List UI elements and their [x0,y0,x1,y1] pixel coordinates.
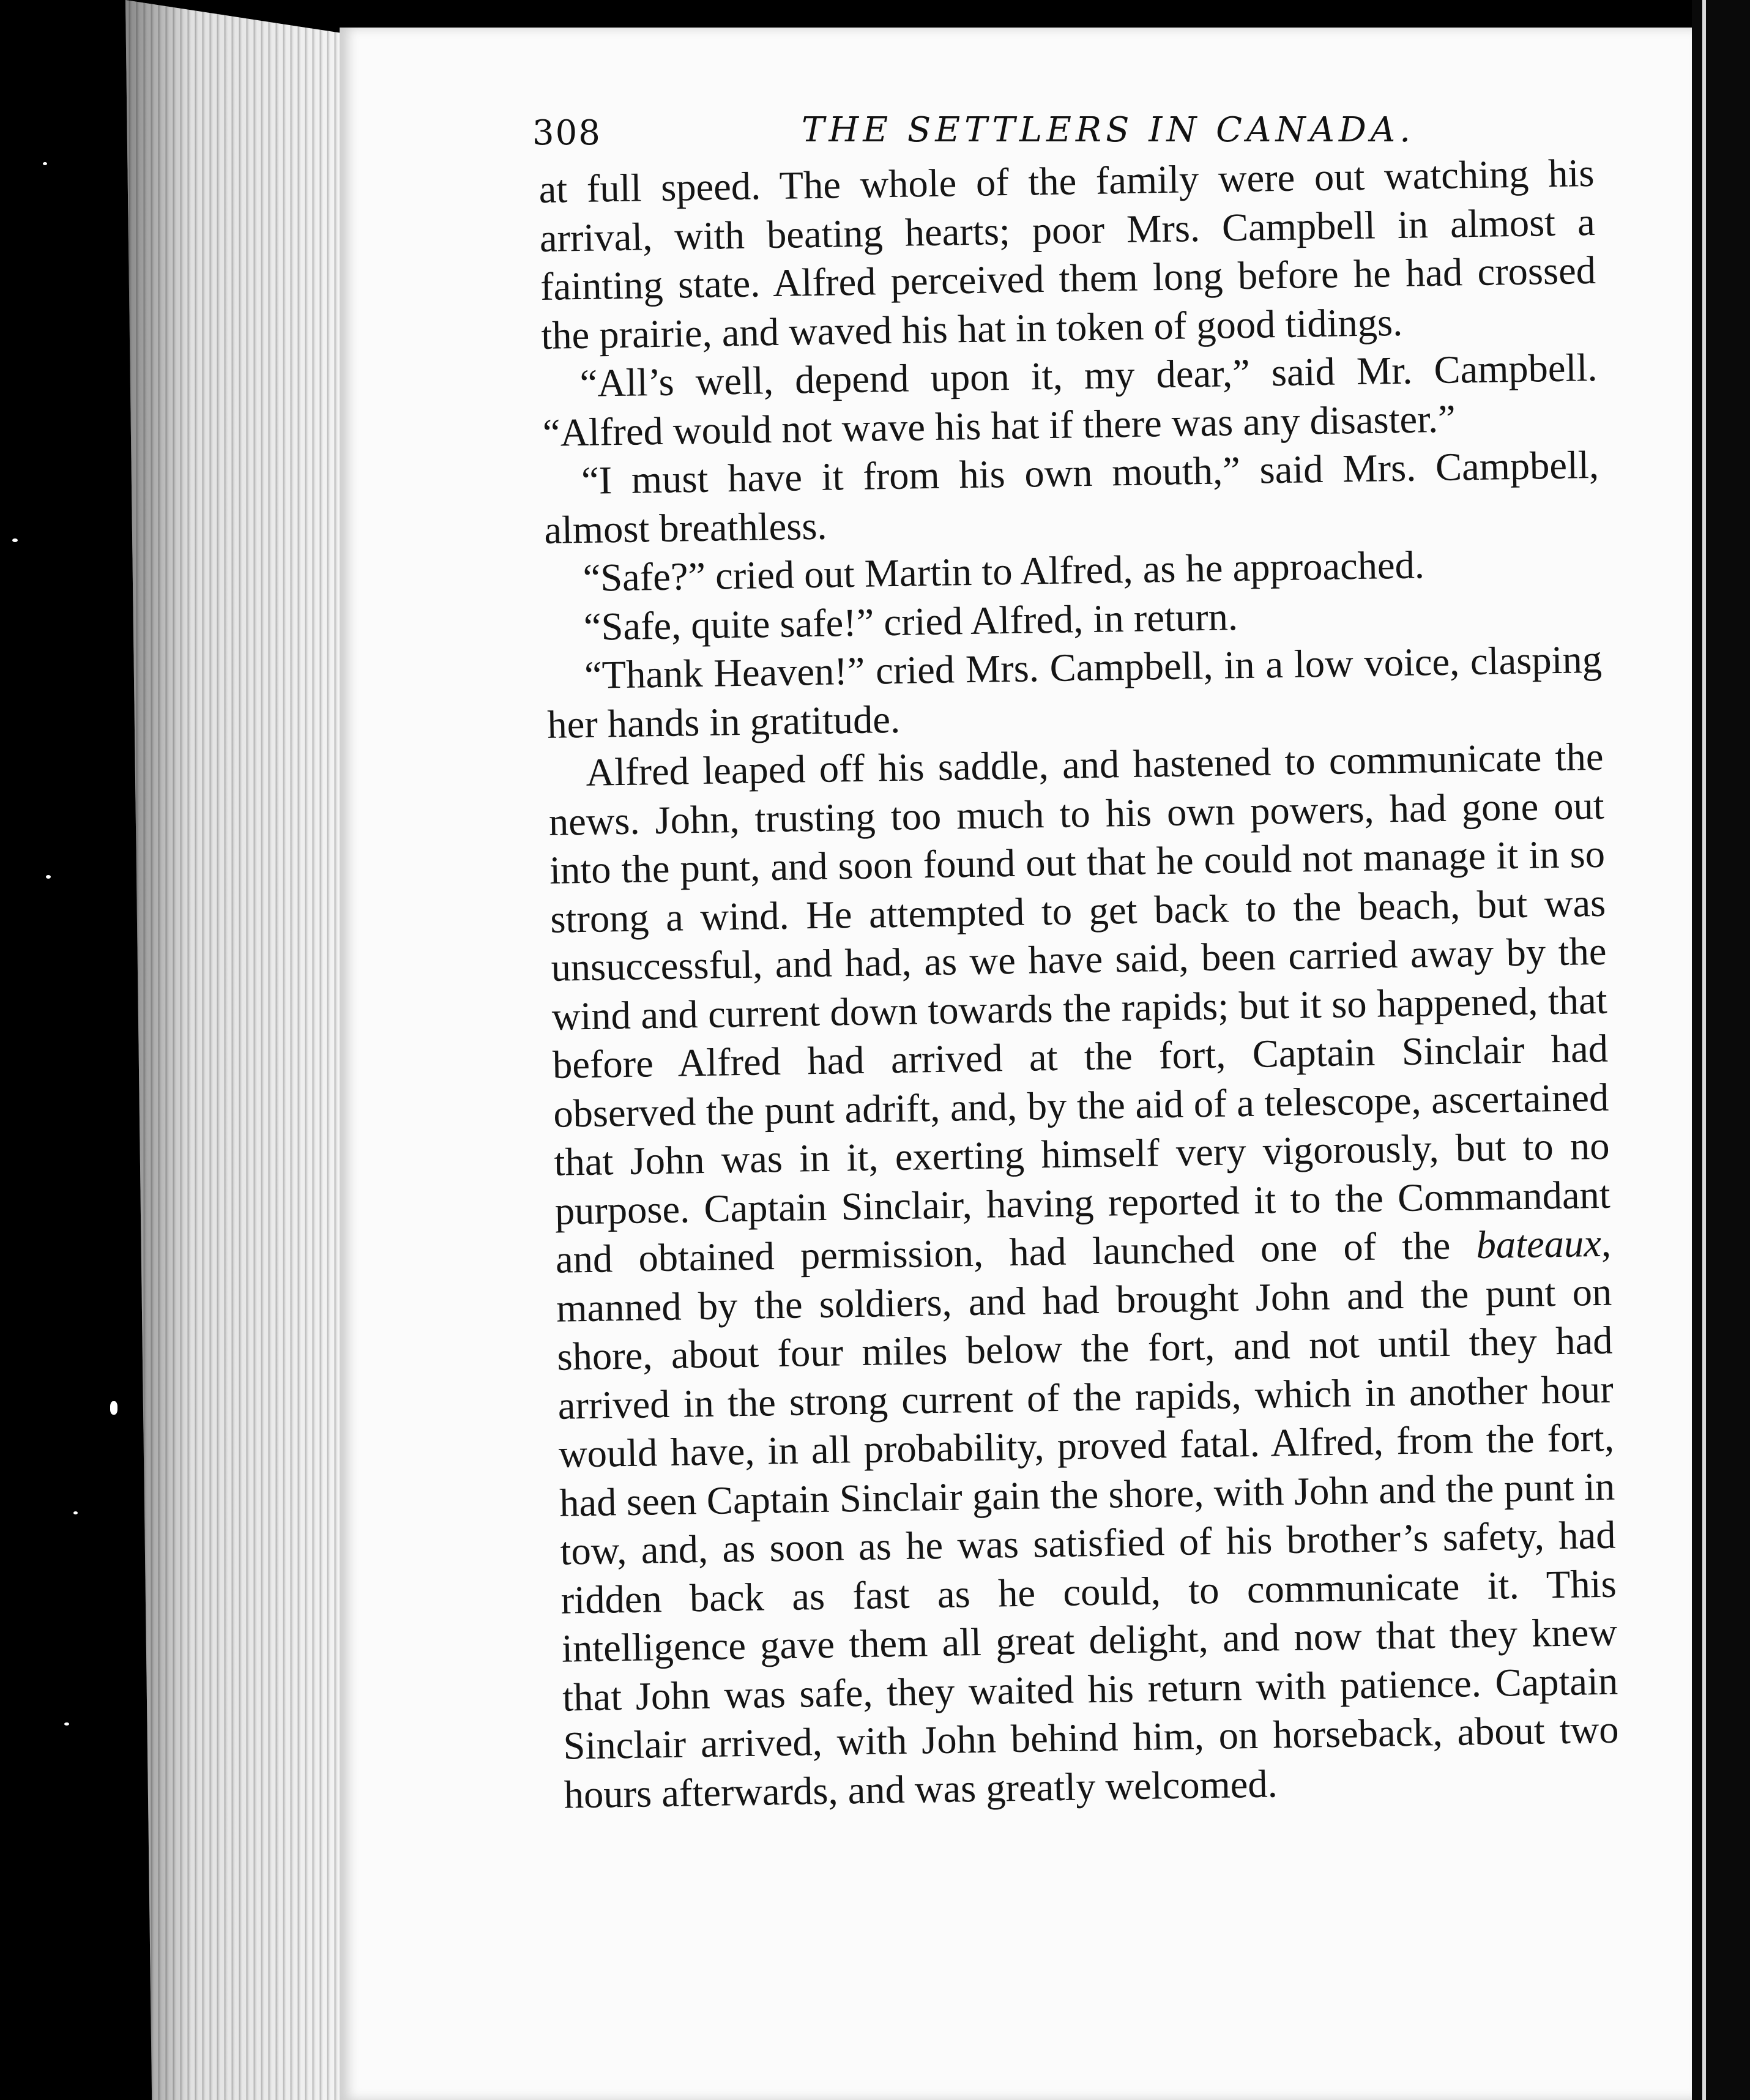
paragraph-text: “Safe, quite safe!” cried Alfred, in return. [583,594,1238,649]
paragraph-text: , manned by the soldiers, and had brought John and the punt on shore, about four miles below the fort, and not until they had arrived in the strong current of the rapids, which in another hour would have, in all probability, proved fatal. Alfred, from the fort, had seen Captain Sinclair gain the shore, with John and the punt in tow, and, as soon as he was satisfied of his brother’s safety, had ridden back as fast as he could, to communicate it. This intelligence gave them all great delight, and now that they knew that John was safe, they waited his return with patience. Captain Sinclair arrived, with John behind him, on horseback, about two hours afterwards, and was greatly welcomed. [556,1221,1619,1817]
paragraph-text: “I must have it from his own mouth,” said Mrs. Campbell, almost breathless. [543,442,1599,552]
paragraph-text: “Thank Heaven!” cried Mrs. Campbell, in a low voice, clasping her hands in gratitude. [546,637,1603,747]
dust-speck [46,875,51,879]
italic-word: bateaux [1476,1221,1602,1267]
paragraph-text: “Safe?” cried out Martin to Alfred, as he approached. [583,543,1425,600]
paragraph [543,441,1599,554]
dust-speck [64,1722,69,1726]
running-title: THE SETTLERS IN CANADA. [802,110,1415,150]
paragraph [548,732,1620,1819]
body-text [538,149,1620,1819]
page-number: 308 [532,113,601,153]
paragraph-text: Alfred leaped off his saddle, and hastened to communicate the news. John, trusting too much to his own powers, had gone out into the punt, and soon found out that he could not manage it in so strong a wind. He attempted to get back to the beach, but was unsuccessful, and had, as we have said, been carried away by the wind and current down towards the rapids; but it so happened, that before Alfred had arrived at the fort, Captain Sinclair had observed the punt adrift, and, by the aid of a telescope, ascertained that John was in it, exerting himself very vigorously, but to no purpose. Captain Sinclair, having reported it to the Commandant and obtained permission, had launched one of the [548,734,1611,1281]
paragraph-text: at full speed. The whole of the family were out watching his arrival, with beating hearts; poor Mrs. Campbell in almost a fainting state. Alfred perceived them long before he had crossed the prairie, and waved his hat in token of good tidings. [538,151,1596,357]
paragraph [542,343,1598,457]
dust-speck [43,162,47,165]
paragraph [538,149,1597,360]
dust-speck [12,538,18,542]
paragraph-text: “All’s well, depend upon it, my dear,” said Mr. Campbell. “Alfred would not wave his hat if there was any disaster.” [542,345,1598,455]
dust-speck [110,1401,117,1415]
running-header [532,101,1573,156]
right-scan-border [1692,0,1750,2100]
page-edges-shadow [125,0,346,2100]
paragraph [546,635,1603,749]
right-page-edge [1702,0,1706,2100]
dust-speck [73,1511,78,1514]
